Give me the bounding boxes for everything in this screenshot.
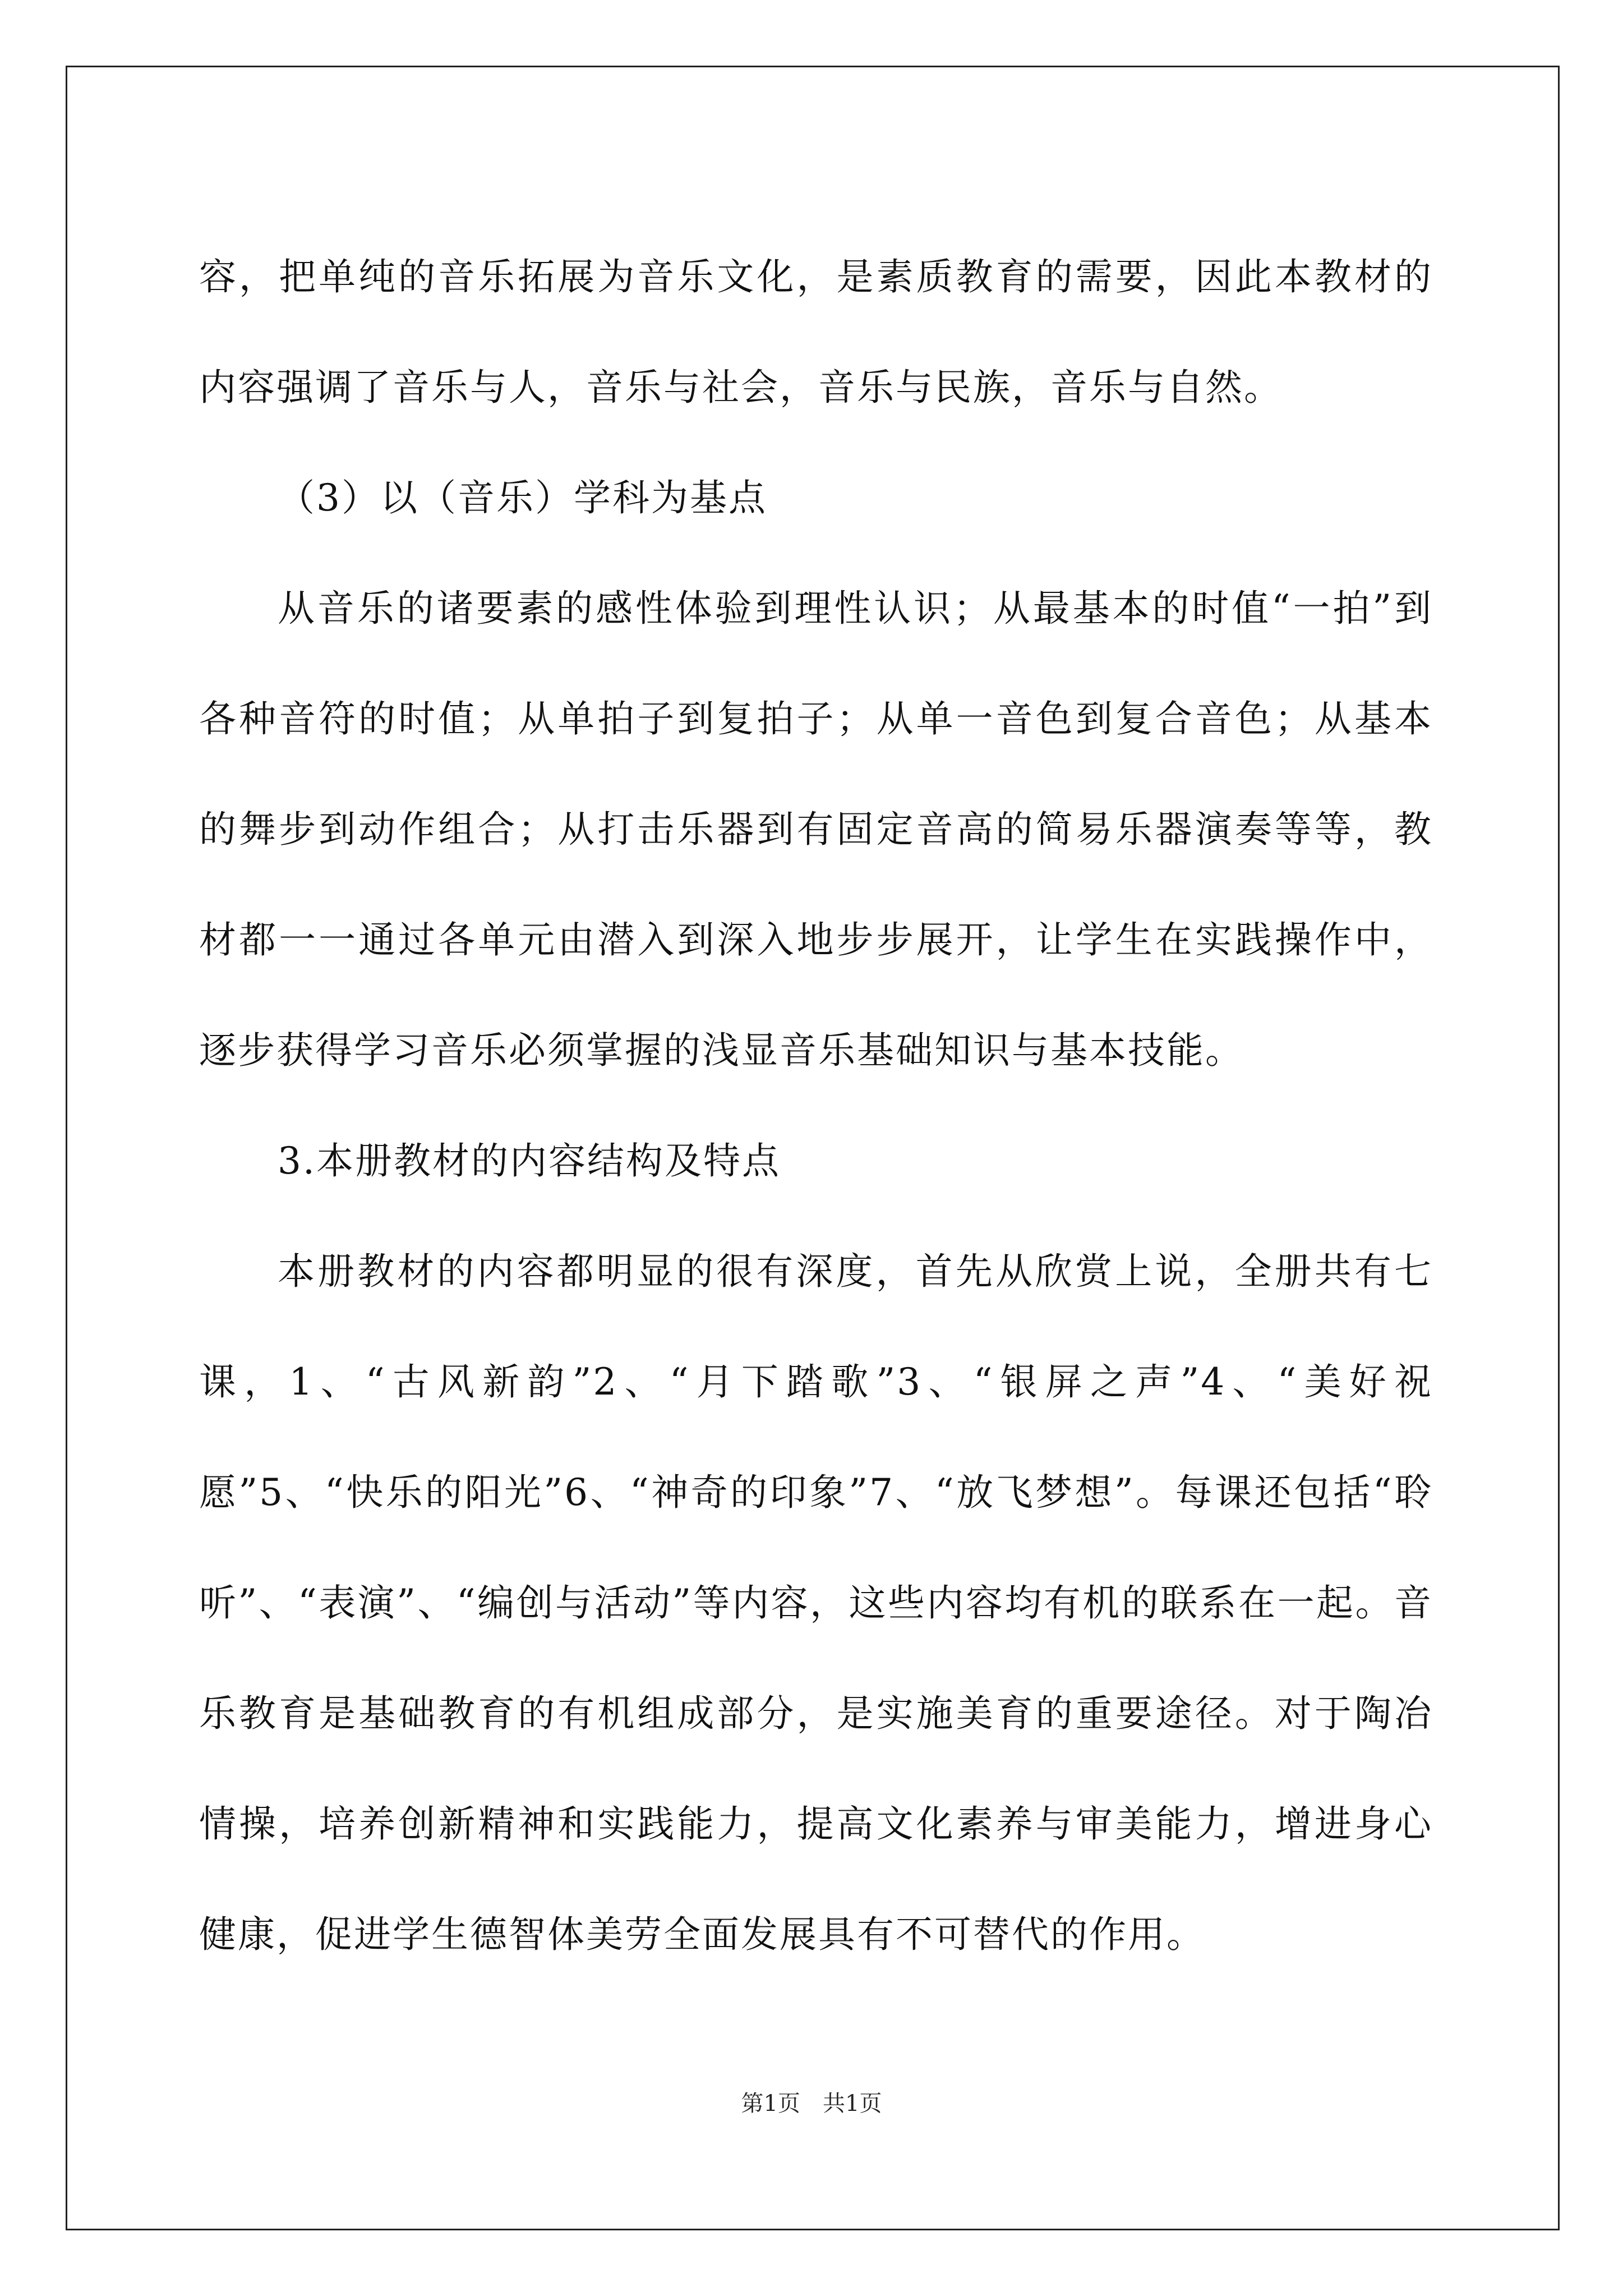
document-body [199, 222, 1433, 1990]
page-number-total: 共1页 [823, 2091, 882, 2116]
paragraph-heading-structure: 3.本册教材的内容结构及特点 [278, 1139, 781, 1182]
paragraph-continuation: 容，把单纯的音乐拓展为音乐文化，是素质教育的需要，因此本教材的内容强调了音乐与人，音乐与社会，音乐与民族，音乐与自然。 [199, 255, 1433, 409]
page-number-current: 第1页 [741, 2091, 800, 2116]
paragraph-music-elements: 从音乐的诸要素的感性体验到理性认识；从最基本的时值“一拍”到各种音符的时值；从单拍子到复拍子；从单一音色到复合音色；从基本的舞步到动作组合；从打击乐器到有固定音高的简易乐器演奏等等，教材都一一通过各单元由潜入到深入地步步展开，让学生在实践操作中，逐步获得学习音乐必须掌握的浅显音乐基础知识与基本技能。 [199, 587, 1433, 1072]
page-footer [0, 2087, 1623, 2120]
paragraph-heading-subject-basis: （3）以（音乐）学科为基点 [278, 476, 767, 519]
paragraph-textbook-content: 本册教材的内容都明显的很有深度，首先从欣赏上说，全册共有七课，1、“古风新韵”2、“月下踏歌”3、“银屏之声”4、“美好祝愿”5、“快乐的阳光”6、“神奇的印象”7、“放飞梦想”。每课还包括“聆听”、“表演”、“编创与活动”等内容，这些内容均有机的联系在一起。音乐教育是基础教育的有机组成部分，是实施美育的重要途径。对于陶冶情操，培养创新精神和实践能力，提高文化素养与审美能力，增进身心健康，促进学生德智体美劳全面发展具有不可替代的作用。 [199, 1250, 1433, 1956]
